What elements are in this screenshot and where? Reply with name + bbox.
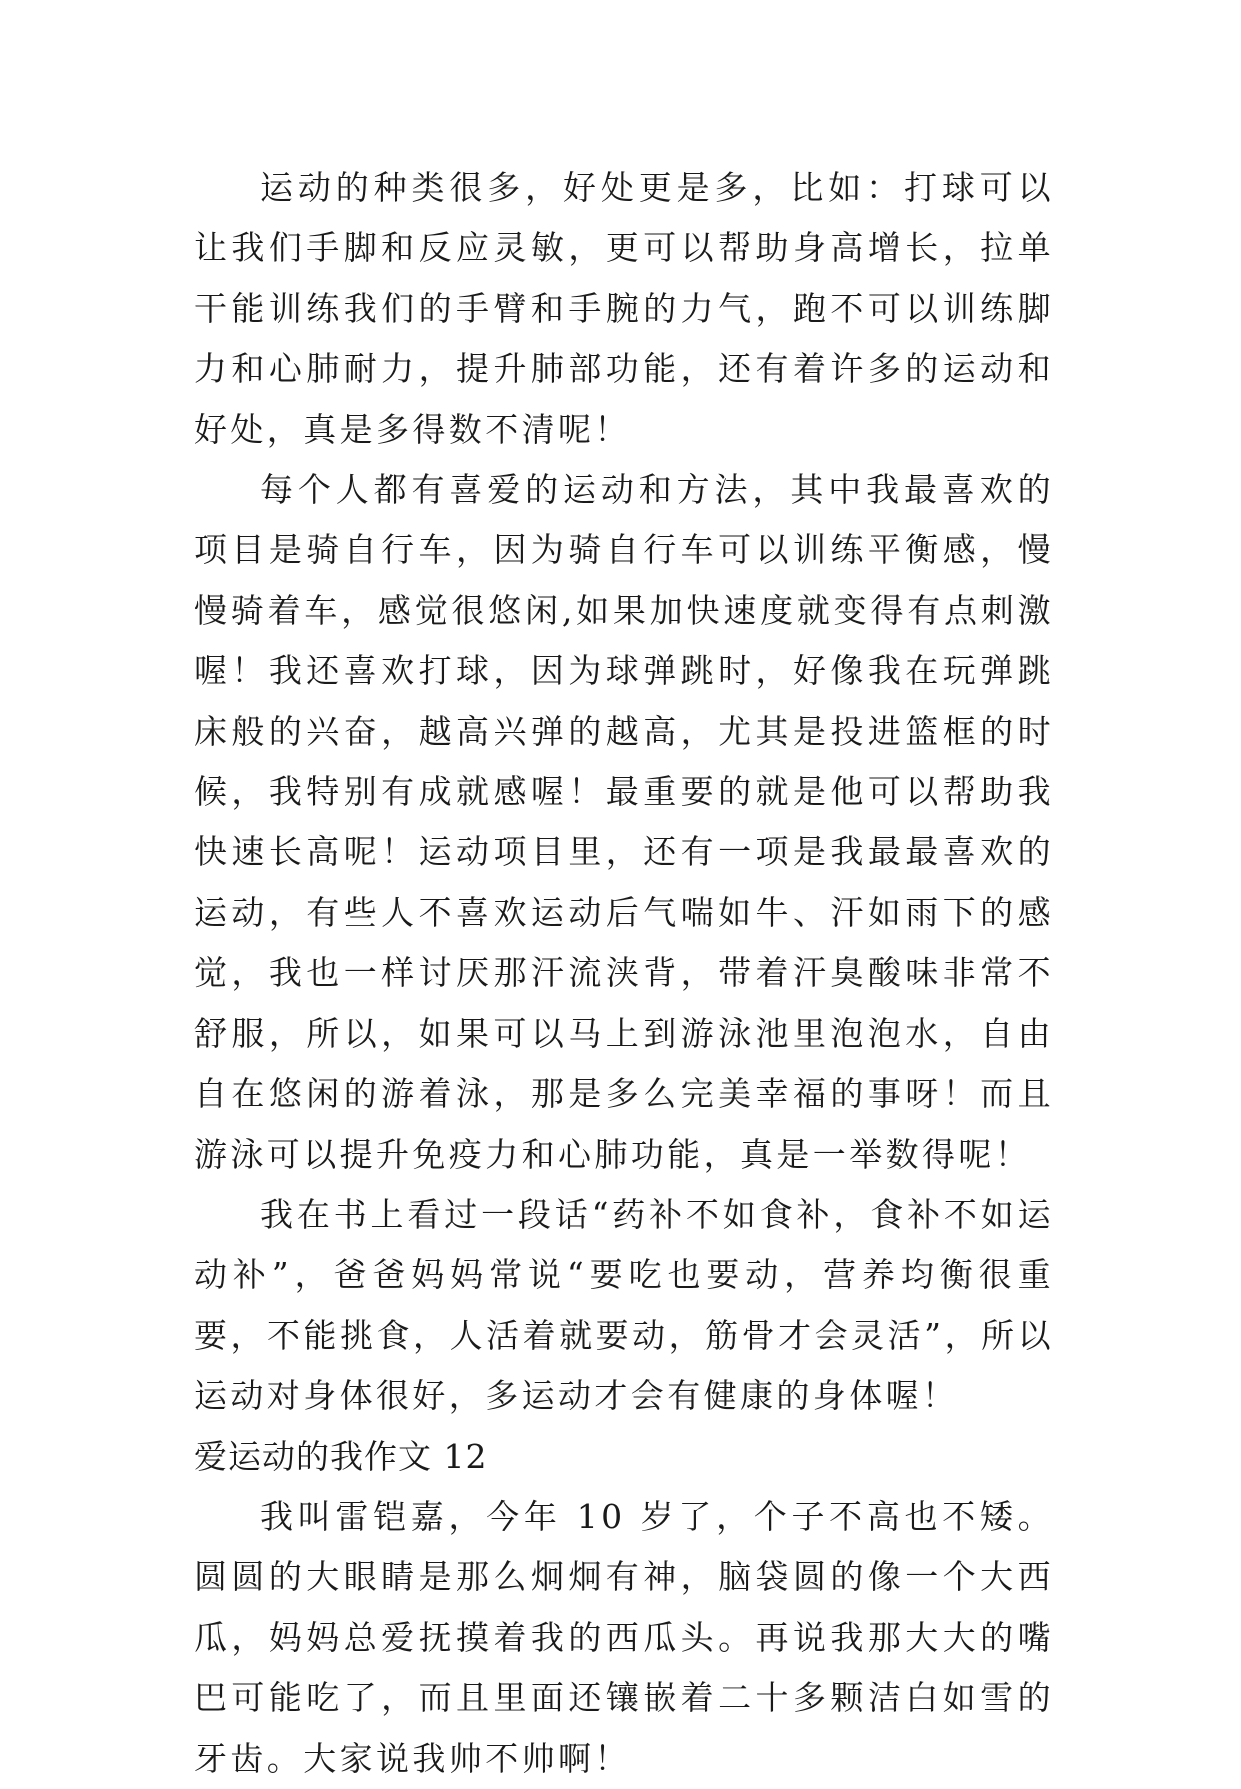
paragraph-favorite-sports: 每个人都有喜爱的运动和方法，其中我最喜欢的项目是骑自行车，因为骑自行车可以训练平衡感，慢慢骑着车，感觉很悠闲,如果加快速度就变得有点刺激喔！我还喜欢打球，因为球弹跳时，好像我在玩弹跳床般的兴奋，越高兴弹的越高，尤其是投进篮框的时候，我特别有成就感喔！最重要的就是他可以帮助我快速长高呢！运动项目里，还有一项是我最最喜欢的运动，有些人不喜欢运动后气喘如牛、汗如雨下的感觉，我也一样讨厌那汗流浃背，带着汗臭酸味非常不舒服，所以，如果可以马上到游泳池里泡泡水，自由自在悠闲的游着泳，那是多么完美幸福的事呀！而且游泳可以提升免疫力和心肺功能，真是一举数得呢！	[194, 470, 1054, 1174]
paragraph-sports-benefits: 运动的种类很多，好处更是多，比如：打球可以让我们手脚和反应灵敏，更可以帮助身高增长，拉单干能训练我们的手臂和手腕的力气，跑不可以训练脚力和心肺耐力，提升肺部功能，还有着许多的运动和好处，真是多得数不清呢！	[194, 168, 1054, 449]
document-body	[194, 158, 1054, 1789]
paragraph-self-introduction: 我叫雷铠嘉，今年 10 岁了，个子不高也不矮。圆圆的大眼睛是那么炯炯有神，脑袋圆的像一个大西瓜，妈妈总爱抚摸着我的西瓜头。再说我那大大的嘴巴可能吃了，而且里面还镶嵌着二十多颗洁白如雪的牙齿。大家说我帅不帅啊！	[194, 1496, 1054, 1778]
paragraph-exercise-saying: 我在书上看过一段话“药补不如食补，食补不如运动补”，爸爸妈妈常说“要吃也要动，营养均衡很重要，不能挑食，人活着就要动，筋骨才会灵活”，所以运动对身体很好，多运动才会有健康的身体喔！	[194, 1194, 1054, 1416]
essay-heading: 爱运动的我作文 12	[194, 1436, 488, 1476]
